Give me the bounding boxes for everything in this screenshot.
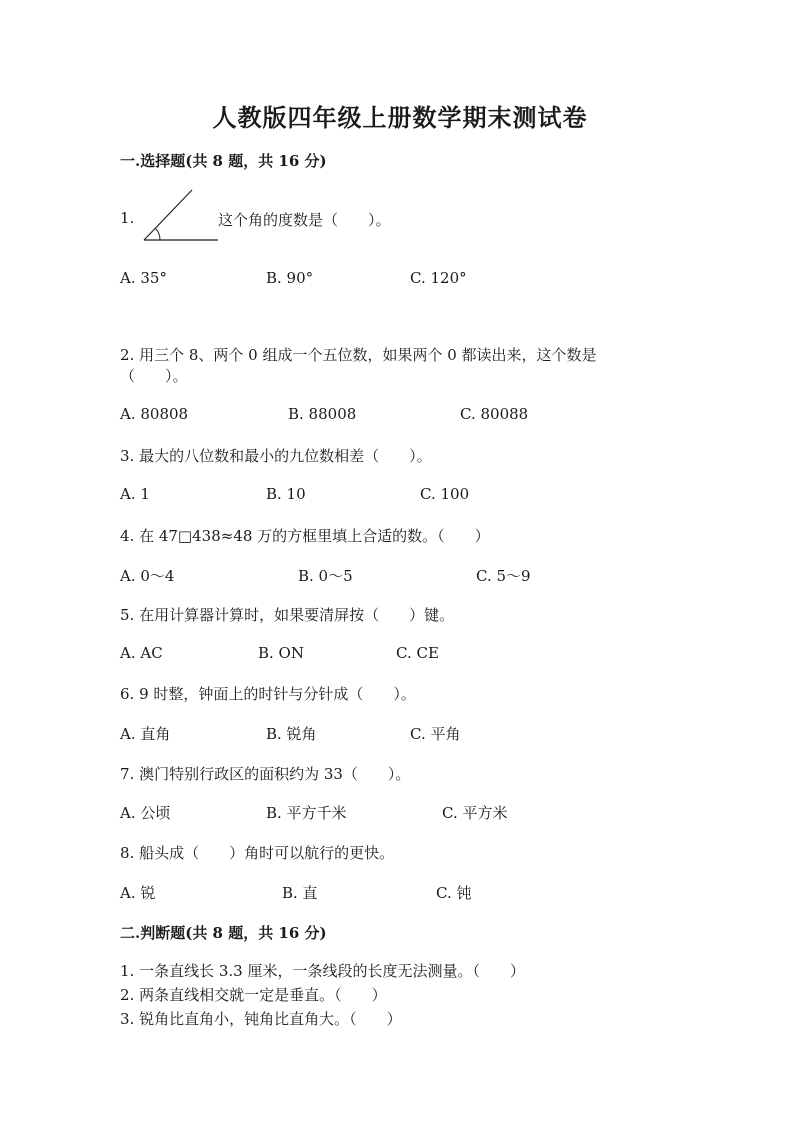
option-b: B. 10 bbox=[266, 485, 306, 503]
option-c: C. 平方米 bbox=[442, 804, 508, 822]
section-heading-judgment: 二.判断题(共 8 题，共 16 分) bbox=[120, 924, 327, 942]
option-a: A. 锐 bbox=[120, 884, 156, 902]
option-a: A. 0～4 bbox=[120, 567, 175, 585]
option-a: A. 公顷 bbox=[120, 804, 171, 822]
option-a: A. 1 bbox=[120, 485, 150, 503]
option-b: B. 88008 bbox=[288, 405, 357, 423]
option-c: C. 钝 bbox=[436, 884, 472, 902]
option-a: A. 80808 bbox=[120, 405, 189, 423]
judgment-question: 3. 锐角比直角小，钝角比直角大。（ ） bbox=[120, 1010, 402, 1028]
option-b: B. 平方千米 bbox=[266, 804, 347, 822]
question-text: 5. 在用计算器计算时，如果要清屏按（ ）键。 bbox=[120, 606, 455, 624]
option-c: C. 80088 bbox=[460, 405, 529, 423]
option-c: C. CE bbox=[396, 644, 439, 662]
option-a: A. 直角 bbox=[120, 725, 171, 743]
question-text-cont: （ ）。 bbox=[120, 367, 188, 385]
option-b: B. 直 bbox=[282, 884, 318, 902]
judgment-question: 1. 一条直线长 3.3 厘米，一条线段的长度无法测量。（ ） bbox=[120, 962, 525, 980]
section-heading-choice: 一.选择题(共 8 题，共 16 分) bbox=[120, 152, 327, 170]
option-c: C. 120° bbox=[410, 269, 467, 287]
option-b: B. 锐角 bbox=[266, 725, 317, 743]
page-title: 人教版四年级上册数学期末测试卷 bbox=[212, 103, 588, 132]
option-c: C. 平角 bbox=[410, 725, 461, 743]
question-text: 2. 用三个 8、两个 0 组成一个五位数，如果两个 0 都读出来，这个数是 bbox=[120, 346, 597, 364]
option-c: C. 5～9 bbox=[476, 567, 531, 585]
question-text: 4. 在 47□438≈48 万的方框里填上合适的数。（ ） bbox=[120, 527, 490, 545]
question-text: 3. 最大的八位数和最小的九位数相差（ ）。 bbox=[120, 447, 432, 465]
option-a: A. AC bbox=[120, 644, 163, 662]
option-b: B. ON bbox=[258, 644, 304, 662]
angle-figure bbox=[140, 188, 222, 244]
question-text: 这个角的度数是（ ）。 bbox=[218, 211, 391, 229]
question-text: 8. 船头成（ ）角时可以航行的更快。 bbox=[120, 844, 395, 862]
option-b: B. 90° bbox=[266, 269, 314, 287]
judgment-question: 2. 两条直线相交就一定是垂直。（ ） bbox=[120, 986, 387, 1004]
option-a: A. 35° bbox=[120, 269, 167, 287]
question-text: 7. 澳门特别行政区的面积约为 33（ ）。 bbox=[120, 765, 411, 783]
question-text: 6. 9 时整，钟面上的时针与分针成（ ）。 bbox=[120, 685, 416, 703]
option-b: B. 0～5 bbox=[298, 567, 353, 585]
option-c: C. 100 bbox=[420, 485, 470, 503]
question-number: 1. bbox=[120, 209, 135, 227]
